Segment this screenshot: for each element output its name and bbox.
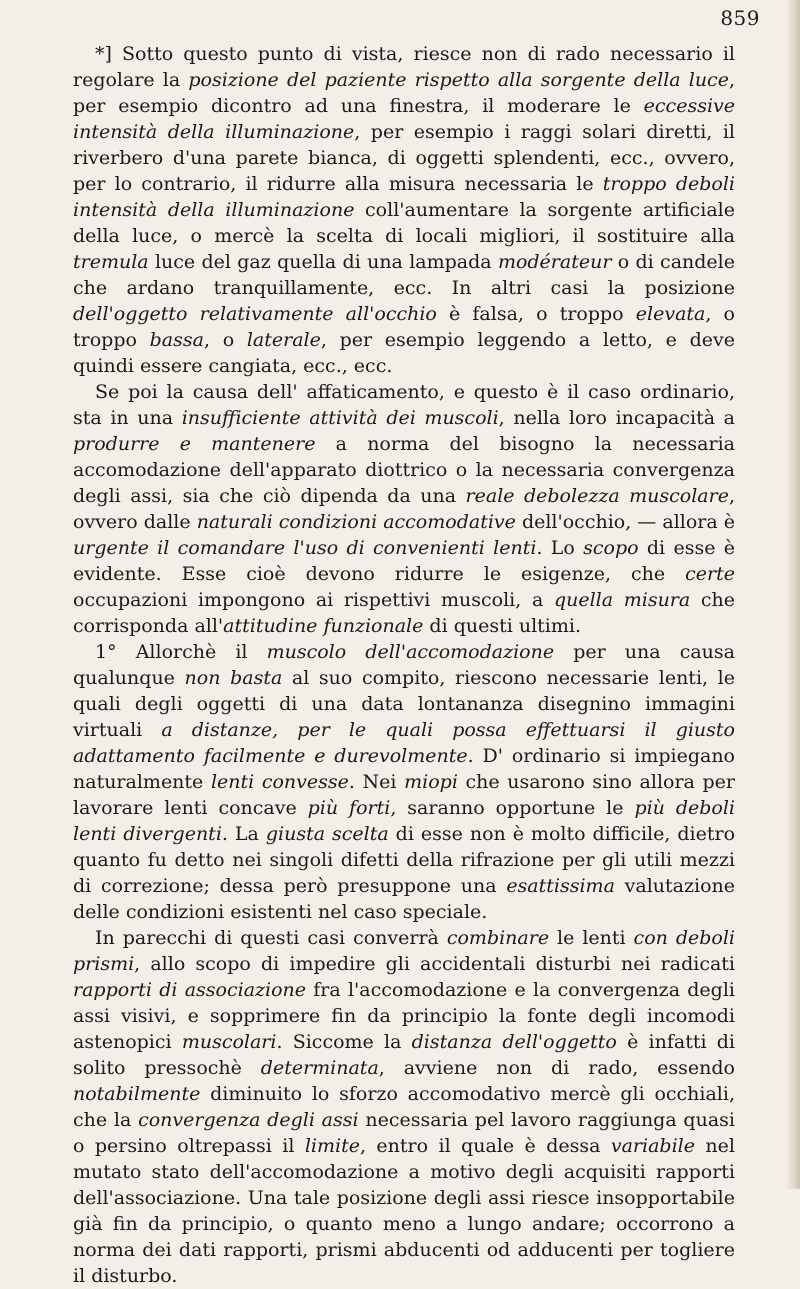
text-run: . Siccome la <box>276 1031 412 1053</box>
text-run: luce del gaz quella di una lampada <box>148 251 498 273</box>
text-run: valutazione delle condizioni esistenti nel caso speciale. <box>73 875 735 923</box>
emphasis-text: insufficiente attività dei muscoli <box>181 407 499 429</box>
paragraph <box>73 41 735 379</box>
emphasis-text: convergenza degli assi <box>138 1109 359 1131</box>
paragraph <box>73 639 735 925</box>
emphasis-text: a distanze, per le quali possa effettuarsi il giusto adattamento facilmente e durevolmente <box>73 719 735 767</box>
text-run: che corrisponda all' <box>73 589 735 637</box>
emphasis-text: modérateur <box>497 251 612 273</box>
text-run: al suo compito, riescono necessarie lenti, le quali degli oggetti di una data lontananza disegnino immagini virtuali <box>73 667 735 741</box>
emphasis-text: combinare <box>446 927 550 949</box>
text-run: che usarono sino allora per lavorare lenti concave <box>73 771 735 819</box>
emphasis-text: laterale <box>246 329 321 351</box>
text-run: di questi ultimi. <box>423 615 582 637</box>
text-run: Se poi la causa dell' affaticamento, e questo è il caso ordinario, sta in una <box>73 381 735 429</box>
emphasis-text: bassa <box>149 329 204 351</box>
emphasis-text: attitudine funzionale <box>223 615 424 637</box>
emphasis-text: più forti <box>307 797 391 819</box>
page-edge <box>786 0 800 1189</box>
emphasis-text: notabilmente <box>73 1083 201 1105</box>
text-run: , allo scopo di impedire gli accidentali disturbi nei radicati <box>134 953 735 975</box>
text-run: , ovvero dalle <box>73 485 736 533</box>
paragraph <box>73 925 735 1289</box>
emphasis-text: muscolo dell'accomodazione <box>266 641 555 663</box>
text-run: , entro il quale è dessa <box>359 1135 611 1157</box>
emphasis-text: limite <box>304 1135 360 1157</box>
emphasis-text: con deboli prismi <box>73 927 735 975</box>
text-run: o di candele che ardano tranquillamente, ecc. In altri casi la posizione <box>73 251 735 299</box>
emphasis-text: naturali condizioni accomodative <box>196 511 516 533</box>
text-run: . Lo <box>536 537 584 559</box>
emphasis-text: variabile <box>610 1135 695 1157</box>
text-run: , per esempio i raggi solari diretti, il riverbero d'una parete bianca, di oggetti splendenti, ecc., ovvero, per lo contrario, il ridurre alla misura necessaria le <box>73 121 735 195</box>
emphasis-text: rapporti di associazione <box>73 979 307 1001</box>
emphasis-text: non basta <box>184 667 283 689</box>
text-run: a norma del bisogno la necessaria accomodazione dell'apparato diottrico o la necessaria convergenza degli assi, sia che ciò dipenda da una <box>73 433 735 507</box>
text-run: *] Sotto questo punto di vista, riesce non di rado necessario il regolare la <box>73 43 735 91</box>
emphasis-text: posizione del paziente rispetto alla sorgente della luce <box>188 69 729 91</box>
text-run: dell'occhio, — allora è <box>515 511 735 533</box>
text-run: di esse non è molto difficile, dietro quanto fu detto nei singoli difetti della rifrazione per gli utili mezzi di correzione; dessa però presuppone una <box>73 823 736 897</box>
emphasis-text: dell'oggetto relativamente all'occhio <box>73 303 437 325</box>
text-run: diminuito lo sforzo accomodativo mercè gli occhiali, che la <box>73 1083 735 1131</box>
page-number: 859 <box>720 6 760 30</box>
emphasis-text: determinata <box>260 1057 379 1079</box>
text-run: , per esempio dicontro ad una finestra, il moderare le <box>73 69 735 117</box>
text-run: . Nei <box>348 771 405 793</box>
emphasis-text: distanza dell'oggetto <box>411 1031 617 1053</box>
text-run: di esse è evidente. Esse cioè devono ridurre le esigenze, che <box>73 537 735 585</box>
text-run: coll'aumentare la sorgente artificiale della luce, o mercè la scelta di locali migliori, il sostituire alla <box>73 199 735 247</box>
paragraph <box>73 379 735 639</box>
text-run: , o <box>203 329 247 351</box>
body-text <box>73 41 735 1289</box>
emphasis-text: eccessive intensità della illuminazione <box>73 95 735 143</box>
emphasis-text: troppo deboli intensità della illuminazione <box>73 173 735 221</box>
text-run: , saranno opportune le <box>390 797 635 819</box>
emphasis-text: reale debolezza muscolare <box>465 485 729 507</box>
text-run: In parecchi di questi casi converrà <box>95 927 447 949</box>
text-run: , avviene non di rado, essendo <box>378 1057 735 1079</box>
emphasis-text: certe <box>685 563 735 585</box>
emphasis-text: elevata <box>635 303 706 325</box>
text-run: è falsa, o troppo <box>436 303 636 325</box>
emphasis-text: più deboli lenti divergenti <box>73 797 736 845</box>
text-run: occupazioni impongono ai rispettivi muscoli, a <box>73 589 554 611</box>
text-run: fra l'accomodazione e la convergenza degli assi visivi, e sopprimere fin da principio la fonte degli incomodi astenopici <box>73 979 735 1053</box>
emphasis-text: tremula <box>73 251 149 273</box>
emphasis-text: produrre e mantenere <box>73 433 316 455</box>
emphasis-text: lenti convesse <box>210 771 349 793</box>
text-run: nel mutato stato dell'accomodazione a motivo degli acquisiti rapporti dell'associazione. Una tale posizione degli assi riesce insopportabile già fin da principio, o quanto meno a lungo andare; occorrono a norma dei dati rapporti, prismi abducenti od adducenti per togliere il disturbo. <box>73 1135 735 1287</box>
text-run: , o troppo <box>73 303 735 351</box>
emphasis-text: muscolari <box>181 1031 277 1053</box>
text-run: per una causa qualunque <box>73 641 735 689</box>
emphasis-text: scopo <box>583 537 639 559</box>
emphasis-text: urgente il comandare l'uso di convenienti lenti <box>73 537 537 559</box>
text-run: necessaria pel lavoro raggiunga quasi o persino oltrepassi il <box>73 1109 735 1157</box>
text-run: 1° Allorchè il <box>95 641 267 663</box>
text-run: . D' ordinario si impiegano naturalmente <box>73 745 735 793</box>
text-run: . La <box>221 823 266 845</box>
text-run: le lenti <box>549 927 634 949</box>
text-run: , nella loro incapacità a <box>498 407 735 429</box>
emphasis-text: quella misura <box>553 589 691 611</box>
text-run: , per esempio leggendo a letto, e deve quindi essere cangiata, ecc., ecc. <box>73 329 735 377</box>
emphasis-text: esattissima <box>506 875 615 897</box>
emphasis-text: giusta scelta <box>265 823 389 845</box>
emphasis-text: miopi <box>404 771 458 793</box>
text-run: è infatti di solito pressochè <box>73 1031 736 1079</box>
